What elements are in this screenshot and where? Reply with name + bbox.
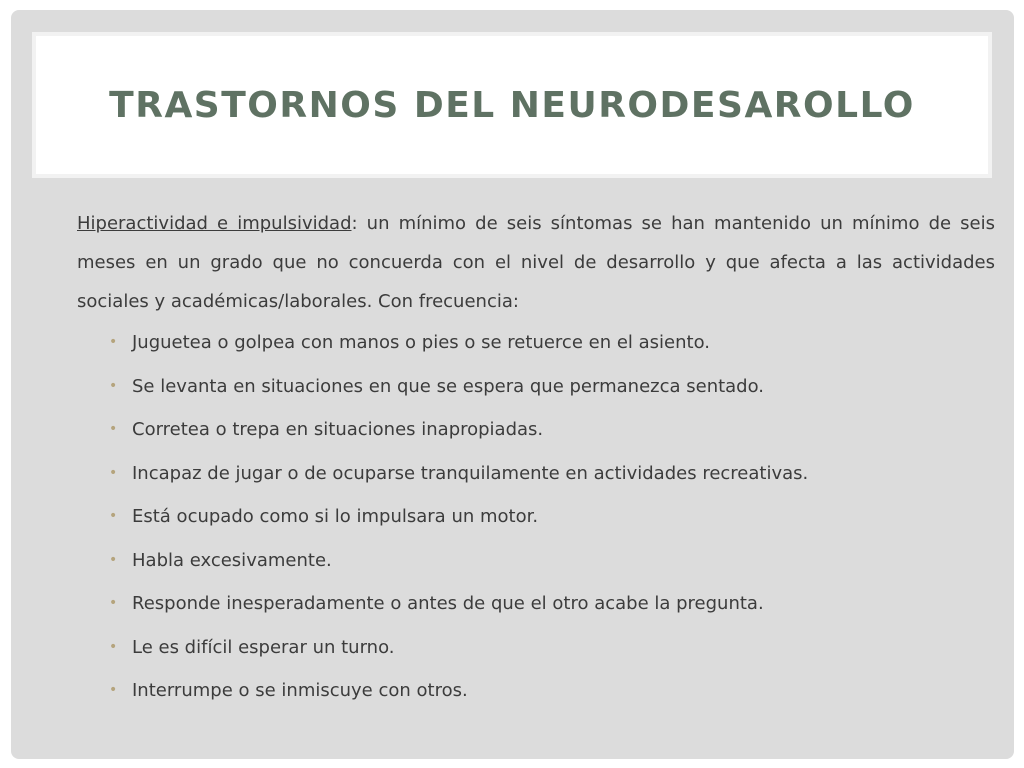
slide-content	[77, 204, 995, 713]
list-item	[109, 495, 995, 539]
bullet-icon: •	[109, 682, 118, 698]
list-item-text: Corretea o trepa en situaciones inapropiadas.	[132, 419, 544, 440]
list-item	[109, 582, 995, 626]
list-item	[109, 452, 995, 496]
list-item	[109, 626, 995, 670]
list-item	[109, 539, 995, 583]
bullet-icon: •	[109, 421, 118, 437]
list-item-text: Interrumpe o se inmiscuye con otros.	[132, 680, 468, 701]
bullet-icon: •	[109, 595, 118, 611]
list-item	[109, 365, 995, 409]
intro-lead-term: Hiperactividad e impulsividad	[77, 213, 352, 234]
bullet-icon: •	[109, 377, 118, 394]
list-item-text: Incapaz de jugar o de ocuparse tranquilamente en actividades recreativas.	[132, 462, 809, 484]
list-item-text: Le es difícil esperar un turno.	[132, 636, 395, 658]
bullet-icon: •	[109, 464, 118, 481]
bullet-icon: •	[109, 508, 118, 524]
bullet-icon: •	[109, 551, 118, 568]
list-item-text: Juguetea o golpea con manos o pies o se retuerce en el asiento.	[132, 332, 710, 353]
symptom-list	[77, 321, 995, 713]
list-item	[109, 321, 995, 365]
intro-text: : un mínimo de seis síntomas se han mantenido un mínimo de seis meses en un grado que no concuerda con el nivel de desarrollo y que afecta a las actividades sociales y académicas/laborales. Con frecuencia:	[77, 213, 995, 312]
list-item	[109, 669, 995, 713]
list-item-text: Habla excesivamente.	[132, 549, 332, 571]
list-item-text: Responde inesperadamente o antes de que el otro acabe la pregunta.	[132, 593, 764, 614]
title-box	[32, 32, 992, 178]
slide-title: TRASTORNOS DEL NEURODESAROLLO	[109, 84, 915, 126]
list-item-text: Está ocupado como si lo impulsara un motor.	[132, 506, 539, 527]
list-item-text: Se levanta en situaciones en que se espera que permanezca sentado.	[132, 375, 765, 397]
bullet-icon: •	[109, 334, 118, 350]
slide	[11, 10, 1014, 759]
list-item	[109, 408, 995, 452]
intro-paragraph	[77, 204, 995, 321]
bullet-icon: •	[109, 638, 118, 655]
